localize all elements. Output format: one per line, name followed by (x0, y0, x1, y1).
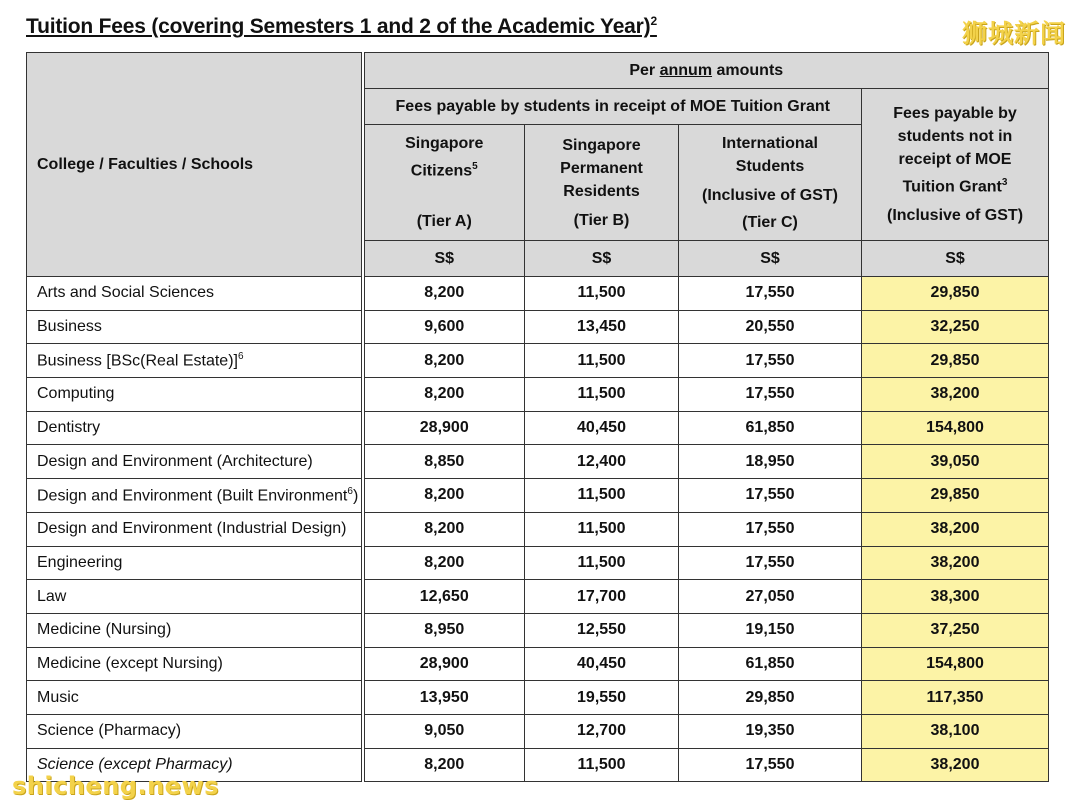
fee-international: 17,550 (679, 344, 862, 378)
fee-international: 27,050 (679, 580, 862, 614)
row-college-name: Design and Environment (Architecture) (27, 445, 363, 479)
column-header-singapore-citizens: Singapore Citizens$^5$ (Tier A) (363, 125, 525, 241)
table-row (27, 512, 1049, 546)
row-college-name: Medicine (except Nursing) (27, 647, 363, 681)
fee-international: 19,350 (679, 714, 862, 748)
fee-international: 61,850 (679, 411, 862, 445)
fee-non-moe: 39,050 (862, 445, 1049, 479)
fee-non-moe: 38,200 (862, 512, 1049, 546)
fee-permanent-residents: 17,700 (525, 580, 679, 614)
fee-singapore-citizens: 8,200 (363, 277, 525, 311)
fee-non-moe: 32,250 (862, 310, 1049, 344)
column-header-permanent-residents: Singapore Permanent Residents (Tier B) (525, 125, 679, 241)
watermark-logo-bottom: shicheng.news (12, 772, 219, 800)
currency-label: S$ (862, 241, 1049, 277)
fee-singapore-citizens: 8,200 (363, 378, 525, 412)
fee-permanent-residents: 11,500 (525, 277, 679, 311)
fee-singapore-citizens: 8,950 (363, 613, 525, 647)
table-row (27, 344, 1049, 378)
fee-singapore-citizens: 8,200 (363, 479, 525, 513)
row-college-name: Business (27, 310, 363, 344)
currency-label: S$ (525, 241, 679, 277)
fee-non-moe: 38,200 (862, 748, 1049, 782)
table-row (27, 714, 1049, 748)
row-college-name: Music (27, 681, 363, 715)
row-college-name: Science (Pharmacy) (27, 714, 363, 748)
fee-singapore-citizens: 8,850 (363, 445, 525, 479)
fee-non-moe: 38,100 (862, 714, 1049, 748)
fee-international: 17,550 (679, 748, 862, 782)
fee-international: 17,550 (679, 479, 862, 513)
fee-non-moe: 117,350 (862, 681, 1049, 715)
fee-non-moe: 38,200 (862, 546, 1049, 580)
fee-singapore-citizens: 12,650 (363, 580, 525, 614)
header-moe-group: Fees payable by students in receipt of MOE Tuition Grant (363, 89, 862, 125)
fee-non-moe: 29,850 (862, 479, 1049, 513)
table-row (27, 411, 1049, 445)
row-college-name: Science (except Pharmacy) (27, 748, 363, 782)
row-college-name: Business [BSc(Real Estate)]$^6$ (27, 344, 363, 378)
fee-singapore-citizens: 8,200 (363, 748, 525, 782)
fee-international: 29,850 (679, 681, 862, 715)
fee-non-moe: 38,200 (862, 378, 1049, 412)
tuition-fees-table (26, 52, 1049, 782)
table-row (27, 613, 1049, 647)
fee-non-moe: 29,850 (862, 344, 1049, 378)
page-title: Tuition Fees (covering Semesters 1 and 2 of the Academic Year)$^2$ (26, 14, 657, 38)
fee-permanent-residents: 12,700 (525, 714, 679, 748)
header-per-annum: Per annum amounts (363, 53, 1049, 89)
fee-international: 61,850 (679, 647, 862, 681)
watermark-logo-top: 狮城新闻 (961, 19, 1066, 48)
row-college-name: Law (27, 580, 363, 614)
table-row (27, 479, 1049, 513)
row-college-name: Dentistry (27, 411, 363, 445)
fee-international: 20,550 (679, 310, 862, 344)
fee-singapore-citizens: 9,050 (363, 714, 525, 748)
fee-singapore-citizens: 8,200 (363, 512, 525, 546)
fee-permanent-residents: 40,450 (525, 411, 679, 445)
table-row (27, 580, 1049, 614)
fee-non-moe: 38,300 (862, 580, 1049, 614)
fee-singapore-citizens: 8,200 (363, 344, 525, 378)
table-row (27, 647, 1049, 681)
fee-singapore-citizens: 28,900 (363, 411, 525, 445)
fee-non-moe: 29,850 (862, 277, 1049, 311)
row-college-name: Arts and Social Sciences (27, 277, 363, 311)
column-header-non-moe: Fees payable by students not in receipt of MOE Tuition Grant$^3$ (Inclusive of GST) (862, 89, 1049, 241)
table-row (27, 277, 1049, 311)
fee-international: 19,150 (679, 613, 862, 647)
column-header-college: College / Faculties / Schools (27, 53, 363, 277)
table-row (27, 310, 1049, 344)
fee-permanent-residents: 11,500 (525, 344, 679, 378)
fee-non-moe: 154,800 (862, 647, 1049, 681)
fee-permanent-residents: 11,500 (525, 546, 679, 580)
fee-permanent-residents: 11,500 (525, 378, 679, 412)
fee-permanent-residents: 12,550 (525, 613, 679, 647)
fee-permanent-residents: 11,500 (525, 479, 679, 513)
fee-non-moe: 154,800 (862, 411, 1049, 445)
fee-permanent-residents: 11,500 (525, 748, 679, 782)
row-college-name: Engineering (27, 546, 363, 580)
table-row (27, 378, 1049, 412)
fee-non-moe: 37,250 (862, 613, 1049, 647)
table-row (27, 681, 1049, 715)
fee-permanent-residents: 40,450 (525, 647, 679, 681)
fee-international: 18,950 (679, 445, 862, 479)
currency-label: S$ (679, 241, 862, 277)
column-header-international-students: International Students (Inclusive of GST) (Tier C) (679, 125, 862, 241)
currency-label: S$ (363, 241, 525, 277)
fee-singapore-citizens: 8,200 (363, 546, 525, 580)
row-college-name: Design and Environment (Industrial Design) (27, 512, 363, 546)
fee-international: 17,550 (679, 378, 862, 412)
fee-permanent-residents: 11,500 (525, 512, 679, 546)
fee-international: 17,550 (679, 277, 862, 311)
fee-permanent-residents: 19,550 (525, 681, 679, 715)
table-row (27, 445, 1049, 479)
fee-singapore-citizens: 28,900 (363, 647, 525, 681)
table-row (27, 546, 1049, 580)
fee-singapore-citizens: 9,600 (363, 310, 525, 344)
row-college-name: Design and Environment (Built Environment$^6$) (27, 479, 363, 513)
fee-permanent-residents: 13,450 (525, 310, 679, 344)
fee-permanent-residents: 12,400 (525, 445, 679, 479)
fee-international: 17,550 (679, 546, 862, 580)
fee-singapore-citizens: 13,950 (363, 681, 525, 715)
fee-international: 17,550 (679, 512, 862, 546)
row-college-name: Computing (27, 378, 363, 412)
row-college-name: Medicine (Nursing) (27, 613, 363, 647)
